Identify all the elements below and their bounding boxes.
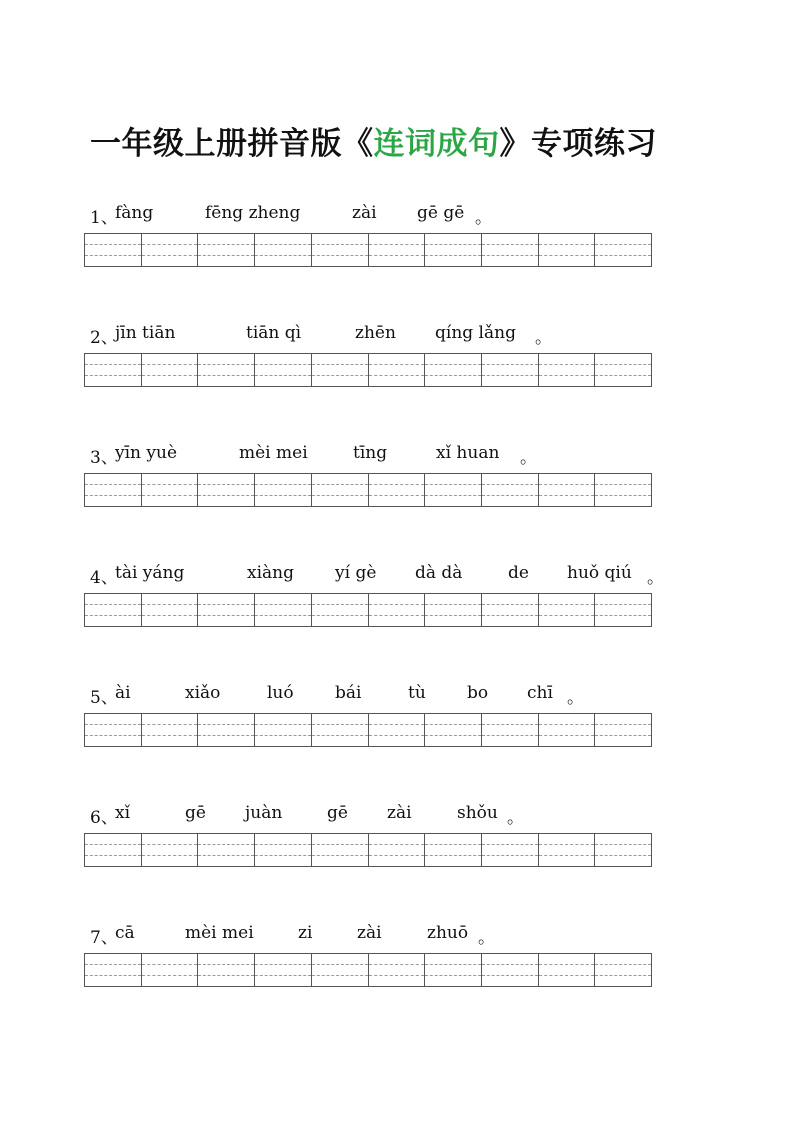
pinyin-word: gē [185, 803, 206, 823]
writing-cell[interactable] [198, 594, 255, 626]
writing-cell[interactable] [595, 834, 651, 866]
writing-cell[interactable] [595, 354, 651, 386]
exercise-number: 2、 [90, 328, 118, 348]
writing-cell[interactable] [482, 714, 539, 746]
pinyin-word: yí gè [335, 563, 377, 583]
pinyin-word: 。 [507, 808, 524, 828]
writing-cell[interactable] [595, 594, 651, 626]
pinyin-word: mèi mei [239, 443, 308, 463]
writing-cell[interactable] [482, 954, 539, 986]
writing-grid [84, 233, 652, 267]
writing-cell[interactable] [369, 954, 426, 986]
writing-cell[interactable] [85, 834, 142, 866]
writing-grid [84, 353, 652, 387]
pinyin-word: mèi mei [185, 923, 254, 943]
pinyin-word: 。 [535, 328, 552, 348]
writing-cell[interactable] [198, 834, 255, 866]
writing-cell[interactable] [85, 954, 142, 986]
writing-cell[interactable] [142, 834, 199, 866]
pinyin-word: huǒ qiú [567, 563, 632, 583]
writing-grid [84, 953, 652, 987]
writing-cell[interactable] [255, 834, 312, 866]
writing-cell[interactable] [312, 234, 369, 266]
pinyin-word: yīn yuè [115, 443, 178, 463]
pinyin-word: zài [352, 203, 377, 223]
writing-cell[interactable] [425, 474, 482, 506]
writing-cell[interactable] [312, 354, 369, 386]
pinyin-word: zi [298, 923, 313, 943]
writing-cell[interactable] [369, 234, 426, 266]
writing-cell[interactable] [312, 834, 369, 866]
writing-cell[interactable] [539, 354, 596, 386]
writing-cell[interactable] [369, 354, 426, 386]
pinyin-word: 。 [647, 568, 664, 588]
writing-cell[interactable] [142, 234, 199, 266]
pinyin-word: cā [115, 923, 135, 943]
pinyin-word: tiān qì [246, 323, 302, 343]
exercise-number: 4、 [90, 568, 118, 588]
writing-cell[interactable] [425, 354, 482, 386]
pinyin-word: fàng [115, 203, 154, 223]
writing-cell[interactable] [425, 594, 482, 626]
pinyin-word: shǒu [457, 803, 498, 823]
writing-cell[interactable] [198, 714, 255, 746]
pinyin-word: zài [357, 923, 382, 943]
writing-grid [84, 713, 652, 747]
page-title [90, 118, 657, 163]
writing-cell[interactable] [369, 834, 426, 866]
pinyin-word: tài yáng [115, 563, 185, 583]
writing-cell[interactable] [198, 954, 255, 986]
exercise-number: 7、 [90, 928, 118, 948]
writing-cell[interactable] [85, 354, 142, 386]
pinyin-word: xiàng [247, 563, 294, 583]
pinyin-word: ài [115, 683, 131, 703]
writing-cell[interactable] [482, 474, 539, 506]
writing-cell[interactable] [595, 954, 651, 986]
pinyin-word: qíng lǎng [435, 323, 516, 343]
pinyin-word: chī [527, 683, 553, 703]
writing-cell[interactable] [198, 354, 255, 386]
pinyin-word: bái [335, 683, 362, 703]
pinyin-word: 。 [567, 688, 584, 708]
writing-cell[interactable] [425, 234, 482, 266]
writing-cell[interactable] [369, 594, 426, 626]
pinyin-word: zhuō [427, 923, 469, 943]
writing-cell[interactable] [312, 474, 369, 506]
writing-cell[interactable] [595, 474, 651, 506]
writing-cell[interactable] [198, 234, 255, 266]
pinyin-word: bo [467, 683, 489, 703]
writing-cell[interactable] [482, 834, 539, 866]
pinyin-word: gē gē [417, 203, 465, 223]
writing-cell[interactable] [539, 594, 596, 626]
writing-cell[interactable] [425, 834, 482, 866]
writing-cell[interactable] [369, 474, 426, 506]
writing-cell[interactable] [255, 354, 312, 386]
writing-cell[interactable] [425, 954, 482, 986]
pinyin-word: de [508, 563, 529, 583]
pinyin-word: 。 [475, 208, 492, 228]
writing-cell[interactable] [255, 714, 312, 746]
pinyin-word: 。 [478, 928, 495, 948]
writing-cell[interactable] [255, 954, 312, 986]
exercise-number: 1、 [90, 208, 118, 228]
writing-cell[interactable] [539, 474, 596, 506]
writing-cell[interactable] [142, 714, 199, 746]
writing-cell[interactable] [312, 594, 369, 626]
writing-cell[interactable] [85, 714, 142, 746]
writing-cell[interactable] [482, 594, 539, 626]
writing-cell[interactable] [142, 594, 199, 626]
pinyin-word: 。 [520, 448, 537, 468]
writing-cell[interactable] [539, 714, 596, 746]
pinyin-word: fēng zheng [205, 203, 301, 223]
writing-cell[interactable] [85, 594, 142, 626]
writing-cell[interactable] [142, 954, 199, 986]
pinyin-word: gē [327, 803, 348, 823]
writing-cell[interactable] [482, 234, 539, 266]
writing-cell[interactable] [539, 954, 596, 986]
pinyin-word: zài [387, 803, 412, 823]
writing-cell[interactable] [595, 234, 651, 266]
writing-cell[interactable] [142, 354, 199, 386]
writing-grid [84, 473, 652, 507]
pinyin-word: jīn tiān [115, 323, 176, 343]
writing-cell[interactable] [369, 714, 426, 746]
pinyin-word: tù [408, 683, 426, 703]
writing-cell[interactable] [539, 834, 596, 866]
writing-cell[interactable] [198, 474, 255, 506]
pinyin-word: tīng [353, 443, 388, 463]
writing-grid [84, 833, 652, 867]
writing-cell[interactable] [312, 714, 369, 746]
pinyin-word: xǐ [115, 803, 131, 823]
writing-cell[interactable] [312, 954, 369, 986]
exercise-number: 3、 [90, 448, 118, 468]
writing-cell[interactable] [85, 234, 142, 266]
writing-cell[interactable] [255, 594, 312, 626]
title-prefix: 一年级上册拼音版《 [90, 126, 374, 162]
title-suffix: 》专项练习 [499, 126, 657, 162]
writing-cell[interactable] [142, 474, 199, 506]
writing-cell[interactable] [425, 714, 482, 746]
pinyin-word: xiǎo [185, 683, 221, 703]
writing-cell[interactable] [595, 714, 651, 746]
pinyin-word: dà dà [415, 563, 463, 583]
pinyin-word: juàn [245, 803, 283, 823]
writing-cell[interactable] [255, 474, 312, 506]
writing-cell[interactable] [255, 234, 312, 266]
writing-cell[interactable] [85, 474, 142, 506]
writing-grid [84, 593, 652, 627]
writing-cell[interactable] [539, 234, 596, 266]
exercise-number: 5、 [90, 688, 118, 708]
pinyin-word: zhēn [355, 323, 396, 343]
writing-cell[interactable] [482, 354, 539, 386]
pinyin-word: luó [267, 683, 294, 703]
exercise-number: 6、 [90, 808, 118, 828]
pinyin-word: xǐ huan [436, 443, 500, 463]
title-highlight: 连词成句 [373, 126, 500, 162]
